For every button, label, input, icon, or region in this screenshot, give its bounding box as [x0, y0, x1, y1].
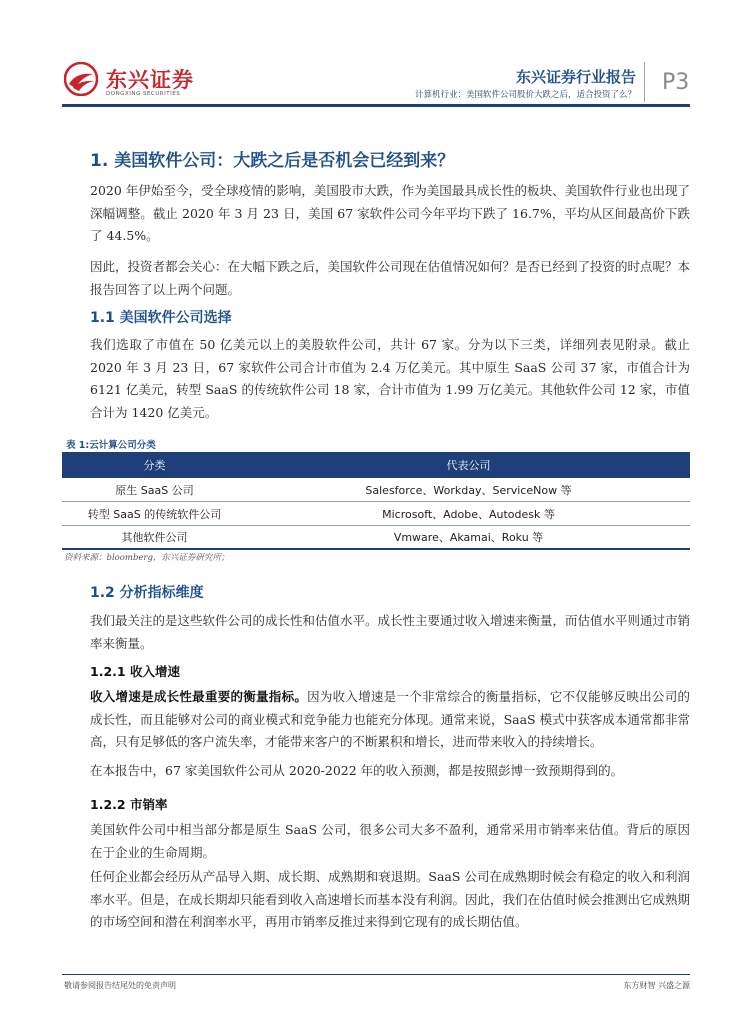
- company-logo: [64, 62, 194, 104]
- header-rule: [62, 104, 690, 107]
- section-1-paragraph-2: 因此，投资者都会关心：在大幅下跌之后，美国软件公司现在估值情况如何？是否已经到了投资的时点呢？本报告回答了以上两个问题。: [90, 259, 691, 297]
- table-cell-category: 原生 SaaS 公司: [62, 478, 247, 502]
- table-cell-companies: Vmware、Akamai、Roku 等: [247, 525, 690, 549]
- section-1-2-2-paragraph-1: 美国软件公司中相当部分都是原生 SaaS 公司，很多公司大多不盈利，通常采用市销率来估值。背后的原因在于企业的生命周期。: [90, 822, 690, 860]
- header-divider: [644, 62, 645, 102]
- report-title: 东兴证券行业报告: [515, 68, 636, 86]
- logo-brand-cn: 东兴证券: [106, 68, 194, 92]
- footer-disclaimer: 敬请参阅报告结尾处的免责声明: [64, 981, 176, 990]
- section-1-2-heading: 1.2 分析指标维度: [90, 585, 204, 601]
- page-number: P3: [662, 70, 690, 95]
- table-row: [62, 478, 690, 502]
- section-1-2-2-heading: 1.2.2 市销率: [90, 797, 168, 812]
- table-row: [62, 502, 690, 526]
- section-1-1-paragraph: 我们选取了市值在 50 亿美元以上的美股软件公司，共计 67 家。分为以下三类，详细列表见附录。截止 2020 年 3 月 23 日，67 家软件公司合计市值为 2.4 万亿美元。其中原生 SaaS 公司 37 家，市值合计为 6121 亿美元，转型 SaaS 的传统软件公司 18 家，合计市值为 1.99 万亿美元。其他软件公司 12 家，市值合计为 1420 亿美元。: [90, 337, 690, 420]
- table-header-companies: 代表公司: [247, 452, 690, 478]
- footer-slogan: 东方财智 兴盛之源: [623, 981, 690, 990]
- table-source: 资料来源：bloomberg，东兴证券研究所；: [64, 553, 230, 563]
- logo-brand-en: DONGXING SECURITIES: [106, 91, 181, 97]
- section-1-2-2-paragraph-2: 任何企业都会经历从产品导入期、成长期、成熟期和衰退期。SaaS 公司在成熟期时候会有稳定的收入和利润率水平。但是，在成长期却只能看到收入高速增长而基本没有利润。因此，我们在估值时候会推测出它成熟期的市场空间和潜在利润率水平，再用市销率反推过来得到它现有的成长期估值。: [90, 869, 691, 929]
- section-1-2-1-paragraph-1: [90, 686, 690, 754]
- table-caption: 表 1:云计算公司分类: [66, 440, 156, 451]
- section-1-heading: 1. 美国软件公司：大跌之后是否机会已经到来？: [90, 151, 455, 171]
- section-1-paragraph-1: 2020 年伊始至今，受全球疫情的影响，美国股市大跌，作为美国最具成长性的板块、美国软件行业也出现了深幅调整。截止 2020 年 3 月 23 日，美国 67 家软件公司今年平均下跌了 16.7%，平均从区间最高价下跌了 44.5%。: [90, 183, 690, 243]
- table-cell-companies: Microsoft、Adobe、Autodesk 等: [247, 502, 690, 526]
- table-cell-category: 其他软件公司: [62, 525, 247, 549]
- section-1-2-1-heading: 1.2.1 收入增速: [90, 664, 180, 679]
- section-1-2-1-paragraph-2: 在本报告中，67 家美国软件公司从 2020-2022 年的收入预测，都是按照彭博一致预期得到的。: [90, 763, 624, 778]
- footer-rule: [62, 974, 690, 975]
- table-header-row: [62, 452, 690, 478]
- dongxing-logo-icon: [64, 62, 98, 96]
- key-statement-detail: 因为收入增速是一个非常综合的衡量指标，它不仅能够反映出公司的成长性，而且能够对公司的商业模式和竞争能力也能充分体现。通常来说，SaaS 模式中获客成本通常都非常高，只有足够低的客户流失率，才能带来客户的不断累积和增长，进而带来收入的持续增长。: [90, 689, 690, 749]
- section-1-1-heading: 1.1 美国软件公司选择: [90, 310, 232, 326]
- table-cell-category: 转型 SaaS 的传统软件公司: [62, 502, 247, 526]
- table-row: [62, 525, 690, 549]
- key-statement: 收入增速是成长性最重要的衡量指标。: [90, 689, 308, 704]
- cloud-company-table: [62, 452, 690, 550]
- table-cell-companies: Salesforce、Workday、ServiceNow 等: [247, 478, 690, 502]
- section-1-2-paragraph: 我们最关注的是这些软件公司的成长性和估值水平。成长性主要通过收入增速来衡量，而估值水平则通过市销率来衡量。: [90, 613, 691, 651]
- report-subtitle: 计算机行业：美国软件公司股价大跌之后，适合投资了么？: [414, 90, 636, 100]
- table-header-category: 分类: [62, 452, 247, 478]
